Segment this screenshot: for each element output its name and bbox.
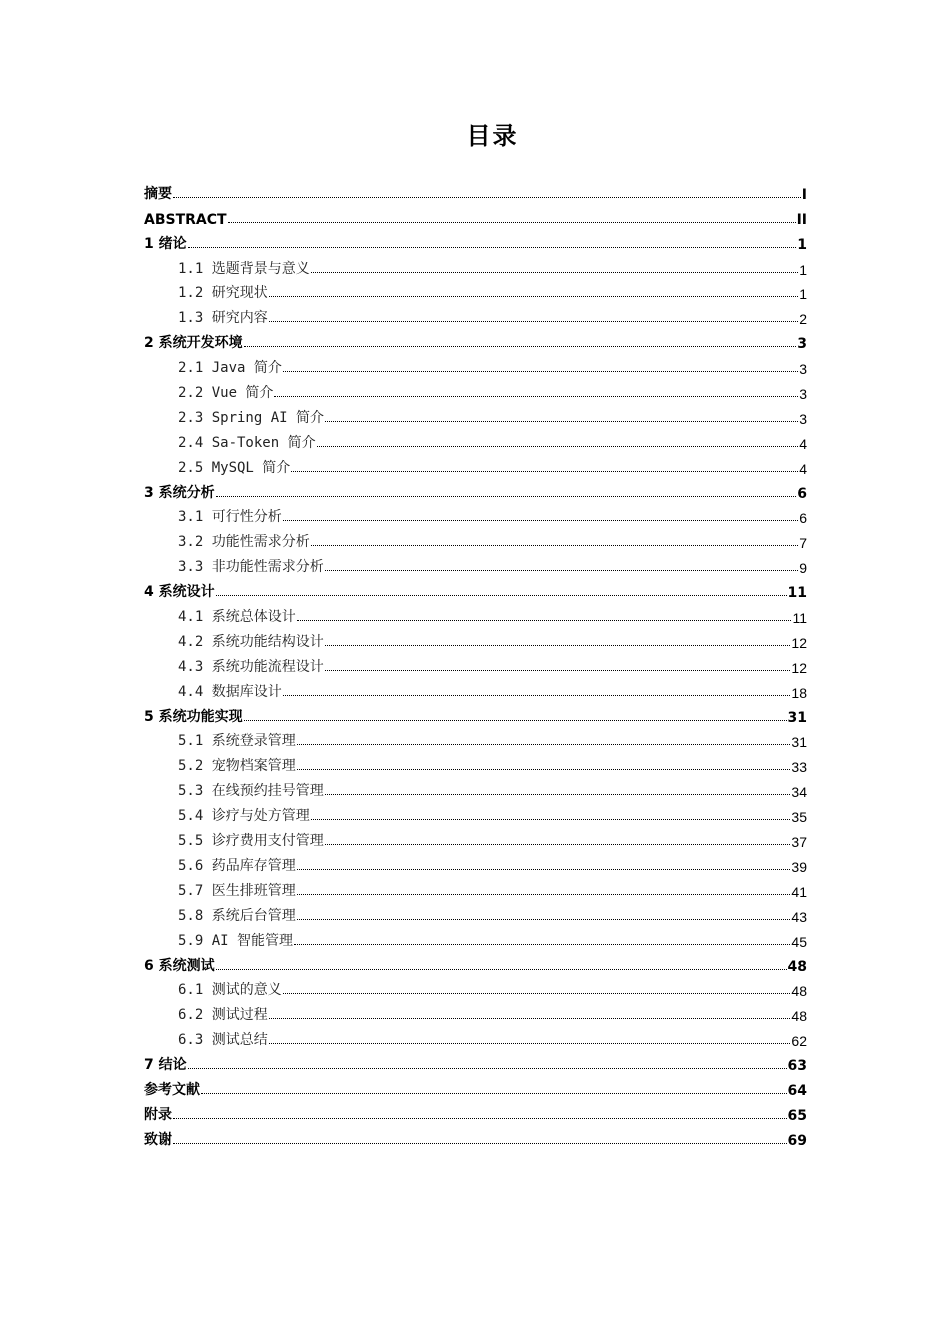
toc-entry-section[interactable] (144, 900, 807, 925)
toc-entry-section[interactable] (144, 850, 807, 875)
toc-entry-section[interactable] (144, 601, 807, 626)
toc-entry-chapter[interactable] (144, 1099, 807, 1124)
toc-entry-page-number: 39 (791, 858, 807, 875)
toc-entry-label: 5.6 药品库存管理 (178, 857, 296, 874)
toc-entry-section[interactable] (144, 452, 807, 477)
toc-entry-chapter[interactable] (144, 701, 807, 726)
toc-entry-label: 2.5 MySQL 简介 (178, 459, 291, 476)
toc-entry-page-number: 3 (799, 361, 807, 378)
toc-entry-label: 5.4 诊疗与处方管理 (178, 808, 310, 825)
dot-leader (297, 918, 791, 920)
toc-entry-label: 4.2 系统功能结构设计 (178, 633, 324, 650)
toc-entry-label: 参考文献 (144, 1081, 200, 1098)
toc-entry-section[interactable] (144, 875, 807, 900)
dot-leader (283, 992, 791, 994)
toc-entry-label: 1.3 研究内容 (178, 310, 268, 327)
toc-entry-page-number: 45 (791, 933, 807, 950)
dot-leader (297, 619, 792, 621)
dot-leader (297, 893, 791, 895)
toc-entry-page-number: 43 (791, 908, 807, 925)
toc-entry-page-number: 6 (797, 485, 807, 502)
toc-entry-label: 1.1 选题背景与意义 (178, 260, 310, 277)
dot-leader (188, 1067, 787, 1069)
toc-entry-page-number: 31 (787, 709, 807, 726)
dot-leader (269, 320, 798, 322)
dot-leader (311, 818, 791, 820)
dot-leader (311, 544, 798, 546)
toc-entry-chapter[interactable] (144, 1124, 807, 1149)
dot-leader (297, 743, 791, 745)
toc-entry-chapter[interactable] (144, 576, 807, 601)
toc-entry-chapter[interactable] (144, 178, 807, 203)
toc-entry-label: 4 系统设计 (144, 584, 215, 601)
toc-entry-page-number: 4 (799, 435, 807, 452)
dot-leader (283, 519, 798, 521)
toc-entry-section[interactable] (144, 651, 807, 676)
toc-title: 目录 (466, 122, 519, 150)
toc-entry-label: ABSTRACT (144, 211, 227, 228)
toc-entry-page-number: 12 (791, 659, 807, 676)
dot-leader (188, 246, 797, 248)
toc-entry-label: 2.4 Sa-Token 简介 (178, 434, 316, 451)
toc-entry-page-number: 11 (792, 610, 807, 627)
toc-entry-label: 6.3 测试总结 (178, 1032, 268, 1049)
toc-entry-section[interactable] (144, 726, 807, 751)
dot-leader (283, 370, 798, 372)
toc-list (144, 178, 807, 1149)
toc-entry-section[interactable] (144, 825, 807, 850)
dot-leader (216, 594, 787, 596)
toc-entry-page-number: 18 (791, 684, 807, 701)
toc-entry-label: 5.2 宠物档案管理 (178, 758, 296, 775)
dot-leader (325, 644, 791, 646)
toc-entry-chapter[interactable] (144, 1049, 807, 1074)
dot-leader (269, 1017, 791, 1019)
toc-entry-page-number: 41 (791, 883, 807, 900)
dot-leader (325, 843, 791, 845)
toc-entry-page-number: 11 (787, 585, 807, 602)
toc-entry-section[interactable] (144, 676, 807, 701)
toc-entry-label: 2.2 Vue 简介 (178, 385, 274, 402)
dot-leader (228, 221, 796, 223)
toc-entry-section[interactable] (144, 377, 807, 402)
dot-leader (325, 669, 791, 671)
toc-entry-page-number: 65 (787, 1107, 807, 1124)
toc-entry-chapter[interactable] (144, 203, 807, 228)
dot-leader (325, 793, 791, 795)
toc-entry-page-number: 6 (799, 510, 807, 527)
toc-entry-label: 5.9 AI 智能管理 (178, 932, 294, 949)
toc-entry-page-number: 35 (791, 809, 807, 826)
toc-entry-page-number: 48 (791, 1008, 807, 1025)
toc-entry-label: 2.3 Spring AI 简介 (178, 409, 325, 426)
dot-leader (173, 1142, 787, 1144)
toc-entry-label: 6.2 测试过程 (178, 1007, 268, 1024)
dot-leader (294, 943, 790, 945)
toc-entry-section[interactable] (144, 302, 807, 327)
toc-entry-page-number: 69 (787, 1132, 807, 1149)
toc-entry-label: 1 绪论 (144, 235, 187, 252)
toc-entry-page-number: 9 (799, 560, 807, 577)
toc-entry-page-number: I (801, 186, 807, 203)
dot-leader (173, 1117, 787, 1119)
dot-leader (269, 295, 798, 297)
toc-entry-label: 2.1 Java 简介 (178, 360, 282, 377)
toc-entry-section[interactable] (144, 626, 807, 651)
toc-entry-label: 5.1 系统登录管理 (178, 733, 296, 750)
toc-entry-page-number: 34 (791, 784, 807, 801)
toc-entry-label: 5 系统功能实现 (144, 708, 243, 725)
toc-entry-page-number: 48 (787, 958, 807, 975)
toc-entry-page-number: 12 (791, 634, 807, 651)
toc-entry-section[interactable] (144, 253, 807, 278)
toc-entry-chapter[interactable] (144, 228, 807, 253)
toc-entry-page-number: 1 (799, 261, 807, 278)
toc-entry-page-number: 3 (799, 386, 807, 403)
toc-entry-section[interactable] (144, 278, 807, 303)
toc-entry-label: 5.7 医生排班管理 (178, 882, 296, 899)
dot-leader (297, 768, 791, 770)
dot-leader (269, 1042, 791, 1044)
dot-leader (201, 1092, 787, 1094)
toc-entry-label: 2 系统开发环境 (144, 335, 243, 352)
toc-entry-page-number: 64 (787, 1082, 807, 1099)
toc-entry-page-number: 1 (799, 286, 807, 303)
toc-entry-section[interactable] (144, 1024, 807, 1049)
toc-entry-label: 5.5 诊疗费用支付管理 (178, 833, 324, 850)
dot-leader (244, 719, 787, 721)
dot-leader (311, 271, 798, 273)
toc-entry-chapter[interactable] (144, 477, 807, 502)
toc-entry-chapter[interactable] (144, 327, 807, 352)
toc-entry-page-number: 1 (797, 236, 807, 253)
toc-entry-section[interactable] (144, 502, 807, 527)
dot-leader (274, 395, 798, 397)
toc-entry-section[interactable] (144, 402, 807, 427)
toc-entry-label: 6 系统测试 (144, 957, 215, 974)
toc-entry-chapter[interactable] (144, 1074, 807, 1099)
toc-entry-label: 5.8 系统后台管理 (178, 907, 296, 924)
toc-entry-section[interactable] (144, 925, 807, 950)
toc-entry-label: 6.1 测试的意义 (178, 982, 282, 999)
dot-leader (216, 495, 797, 497)
toc-entry-page-number: 62 (791, 1033, 807, 1050)
dot-leader (325, 569, 798, 571)
toc-entry-label: 3.3 非功能性需求分析 (178, 559, 324, 576)
toc-entry-page-number: 37 (791, 834, 807, 851)
dot-leader (216, 968, 787, 970)
toc-entry-section[interactable] (144, 352, 807, 377)
toc-entry-chapter[interactable] (144, 950, 807, 975)
toc-entry-label: 3.2 功能性需求分析 (178, 534, 310, 551)
toc-entry-label: 4.3 系统功能流程设计 (178, 658, 324, 675)
toc-entry-label: 4.4 数据库设计 (178, 683, 282, 700)
dot-leader (173, 196, 801, 198)
toc-entry-section[interactable] (144, 427, 807, 452)
toc-entry-section[interactable] (144, 999, 807, 1024)
toc-entry-label: 附录 (144, 1106, 172, 1123)
toc-entry-page-number: 3 (799, 410, 807, 427)
toc-entry-page-number: II (796, 211, 807, 228)
toc-entry-label: 3 系统分析 (144, 484, 215, 501)
dot-leader (244, 345, 797, 347)
toc-entry-page-number: 4 (799, 460, 807, 477)
dot-leader (283, 694, 791, 696)
toc-entry-page-number: 63 (787, 1058, 807, 1075)
toc-entry-section[interactable] (144, 975, 807, 1000)
toc-entry-page-number: 2 (799, 311, 807, 328)
toc-entry-label: 3.1 可行性分析 (178, 509, 282, 526)
dot-leader (325, 420, 798, 422)
toc-entry-section[interactable] (144, 800, 807, 825)
toc-entry-page-number: 48 (791, 983, 807, 1000)
toc-entry-section[interactable] (144, 551, 807, 576)
toc-entry-label: 5.3 在线预约挂号管理 (178, 783, 324, 800)
dot-leader (291, 470, 798, 472)
toc-entry-label: 摘要 (144, 185, 172, 202)
toc-entry-section[interactable] (144, 775, 807, 800)
toc-entry-page-number: 3 (797, 336, 807, 353)
toc-entry-page-number: 31 (791, 734, 807, 751)
toc-entry-page-number: 7 (799, 535, 807, 552)
toc-entry-section[interactable] (144, 750, 807, 775)
dot-leader (317, 445, 799, 447)
toc-entry-label: 4.1 系统总体设计 (178, 609, 296, 626)
dot-leader (297, 868, 791, 870)
toc-entry-label: 1.2 研究现状 (178, 285, 268, 302)
toc-entry-section[interactable] (144, 526, 807, 551)
toc-entry-label: 致谢 (144, 1131, 172, 1148)
toc-entry-page-number: 33 (791, 759, 807, 776)
toc-entry-label: 7 结论 (144, 1057, 187, 1074)
